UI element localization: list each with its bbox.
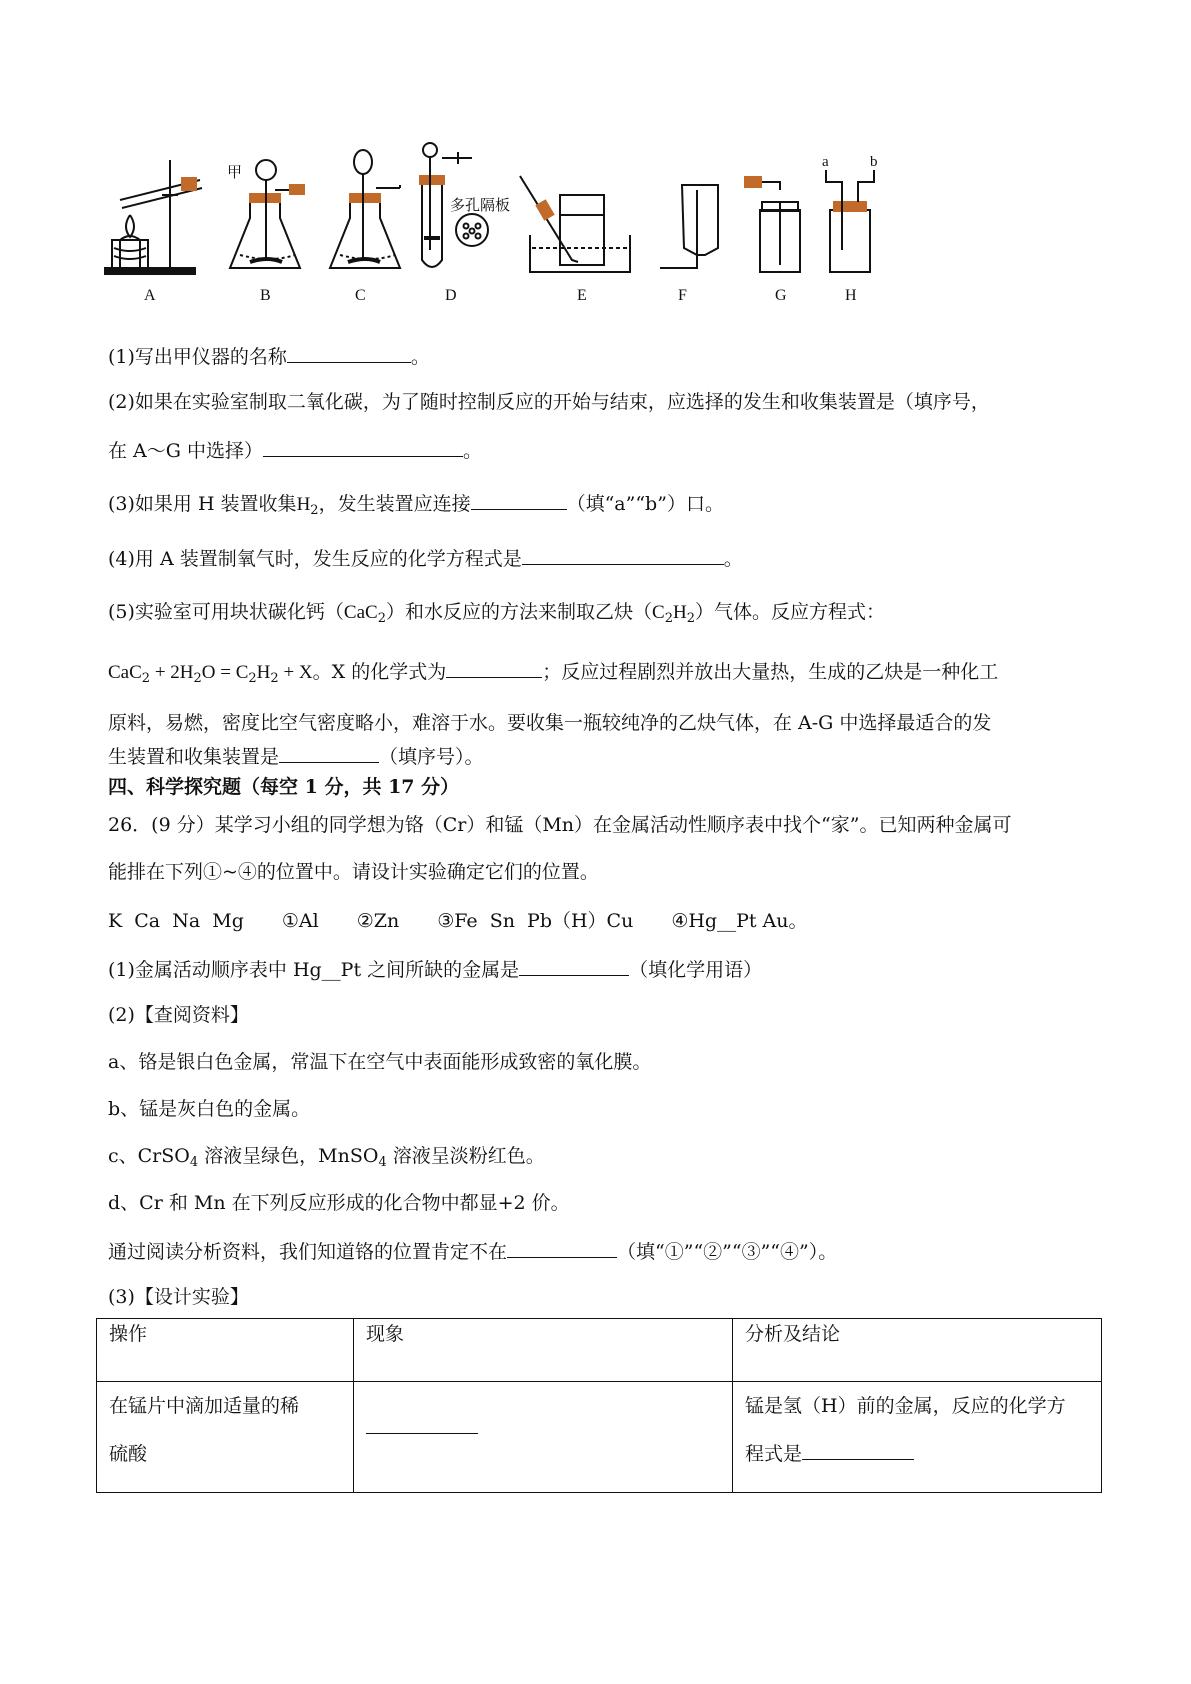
q26-conclusion (108, 1237, 837, 1265)
header-phenomenon: 现象 (354, 1319, 733, 1382)
eq-c2-sub: 2 (248, 671, 257, 686)
label-d: D (445, 287, 457, 304)
q26-conclude-blank[interactable] (507, 1237, 617, 1258)
info-c-post: 溶液呈淡粉红色。 (386, 1145, 545, 1167)
q26-s1-blank[interactable] (519, 955, 629, 976)
q3-blank[interactable] (471, 489, 567, 510)
q4-text: (4)用 A 装置制氧气时，发生反应的化学方程式是 (108, 548, 522, 570)
eq-x: + X (278, 662, 313, 683)
cell-operation-line1: 在锰片中滴加适量的稀 (109, 1395, 300, 1417)
q5-p2: ）和水反应的方法来制取乙炔（ (385, 601, 652, 623)
cell-phenomenon (354, 1382, 733, 1493)
info-c (108, 1143, 545, 1169)
series-part-1: ①Al (281, 910, 319, 932)
q26-line2: 能排在下列①~④的位置中。请设计实验确定它们的位置。 (108, 861, 599, 883)
question-1 (108, 342, 430, 370)
label-g: G (775, 287, 787, 304)
q5-h: H (672, 602, 687, 623)
q5-c: C (652, 602, 665, 623)
table-header-row (97, 1319, 1102, 1382)
q5-h-sub: 2 (686, 611, 695, 626)
header-operation: 操作 (97, 1319, 354, 1382)
q2-text: 在 A～G 中选择） (108, 440, 263, 462)
label-f: F (678, 287, 687, 304)
q5-line4b: （填序号）。 (379, 746, 484, 768)
question-5-line3: 原料，易燃，密度比空气密度略小，难溶于水。要收集一瓶较纯净的乙炔气体，在 A-G 中选择最适合的发 (108, 712, 992, 734)
question-2-line1: (2)如果在实验室制取二氧化碳，为了随时控制反应的开始与结束，应选择的发生和收集装置是（填序号， (108, 391, 990, 413)
eq-h2: H (256, 662, 271, 683)
q5-p1: (5)实验室可用块状碳化钙（ (108, 601, 344, 623)
info-d: d、Cr 和 Mn 在下列反应形成的化合物中都显+2 价。 (108, 1192, 570, 1214)
label-c: C (355, 287, 366, 304)
question-3 (108, 489, 724, 518)
q1-end: 。 (410, 346, 430, 368)
q5-c-sub: 2 (664, 611, 673, 626)
series-part-0: K Ca Na Mg (108, 910, 244, 932)
analysis-blank[interactable] (802, 1439, 914, 1460)
eq-h2-sub: 2 (270, 671, 279, 686)
label-jia: 甲 (227, 163, 243, 181)
apparatus-g (745, 177, 800, 272)
q1-text: (1)写出甲仪器的名称 (108, 346, 287, 368)
q26-s1-text: (1)金属活动顺序表中 Hg__Pt 之间所缺的金属是 (108, 959, 520, 981)
apparatus-figure (100, 140, 980, 340)
q4-blank[interactable] (522, 544, 724, 565)
q26-s1-end: （填化学用语） (629, 959, 763, 981)
label-plate: 多孔隔板 (450, 196, 511, 214)
series-part-4: ④Hg__Pt Au。 (671, 910, 808, 932)
label-e: E (577, 287, 587, 304)
q5-p3: ）气体。反应方程式： (694, 601, 885, 623)
apparatus-c (330, 150, 400, 268)
eq-h2o-sub: 2 (193, 671, 202, 686)
info-c-mid: 溶液呈绿色，MnSO (198, 1145, 379, 1167)
q4-end: 。 (723, 548, 743, 570)
info-b: b、锰是灰白色的金属。 (108, 1098, 311, 1120)
question-5-line1 (108, 599, 885, 626)
info-c-sub1: 4 (189, 1155, 199, 1170)
label-b: B (260, 287, 271, 304)
q26-conclude-text: 通过阅读分析资料，我们知道铬的位置肯定不在 (108, 1241, 508, 1263)
q2-end: 。 (462, 440, 482, 462)
info-a: a、铬是银白色金属，常温下在空气中表面能形成致密的氧化膜。 (108, 1051, 652, 1073)
q5-line4a: 生装置和收集装置是 (108, 746, 280, 768)
apparatus-a (105, 160, 202, 274)
q5-blank-x[interactable] (446, 657, 542, 678)
label-port-b: b (870, 154, 878, 170)
question-4 (108, 544, 743, 572)
eq-cac2: CaC (108, 662, 142, 683)
series-part-2: ②Zn (356, 910, 400, 932)
table-row (97, 1382, 1102, 1493)
q5-cac2: CaC (343, 602, 378, 623)
cell-analysis-line2 (745, 1430, 1089, 1478)
question-5-line2 (108, 657, 998, 686)
cell-analysis-line2-text: 程式是 (745, 1443, 803, 1465)
eq-cac2-sub: 2 (141, 671, 151, 686)
phenomenon-blank[interactable] (366, 1413, 478, 1434)
q3-h2-sub: 2 (310, 503, 319, 518)
q5-blank-device[interactable] (279, 742, 379, 763)
q5-p4: 。X 的化学式为 (312, 661, 447, 683)
activity-series (108, 908, 808, 934)
info-c-sub2: 4 (378, 1155, 387, 1170)
question-5-line4 (108, 742, 484, 770)
q26-sub2: (2)【查阅资料】 (108, 1004, 249, 1026)
q1-blank[interactable] (287, 342, 411, 363)
q3-pre: (3)如果用 H 装置收集 (108, 493, 297, 515)
info-c-pre: c、CrSO (108, 1145, 190, 1167)
q5-p5: ；反应过程剧烈并放出大量热，生成的乙炔是一种化工 (542, 661, 999, 683)
cell-analysis (733, 1382, 1102, 1493)
q26-line1: 26．(9 分）某学习小组的同学想为铬（Cr）和锰（Mn）在金属活动性顺序表中找个“家”。已知两种金属可 (108, 814, 1012, 836)
apparatus-f (660, 185, 718, 268)
header-analysis: 分析及结论 (733, 1319, 1102, 1382)
apparatus-h (826, 170, 874, 272)
experiment-table (96, 1318, 1102, 1493)
label-h: H (845, 287, 857, 304)
label-port-a: a (822, 154, 829, 170)
q2-blank[interactable] (263, 436, 463, 457)
q5-cac2-sub: 2 (377, 611, 386, 626)
eq-h2o-pre: + 2H (150, 662, 194, 683)
q3-mid: ，发生装置应连接 (318, 493, 471, 515)
cell-operation-line2: 硫酸 (109, 1443, 148, 1465)
q26-sub1 (108, 955, 762, 983)
eq-c2: O = C (201, 662, 249, 683)
cell-operation (97, 1382, 354, 1493)
apparatus-e (520, 176, 630, 272)
q3-post: （填“a”“b”）口。 (566, 493, 724, 515)
question-2-line2 (108, 436, 482, 464)
q3-h2: H (296, 494, 311, 515)
section-4-heading: 四、科学探究题（每空 1 分，共 17 分） (108, 776, 460, 798)
series-part-3: ③Fe Sn Pb（H）Cu (437, 910, 634, 932)
cell-analysis-line1: 锰是氢（H）前的金属，反应的化学方 (745, 1395, 1066, 1417)
q26-sub3: (3)【设计实验】 (108, 1286, 249, 1308)
label-a: A (144, 287, 156, 304)
q26-conclude-end: （填“①”“②”“③”“④”）。 (617, 1241, 838, 1263)
